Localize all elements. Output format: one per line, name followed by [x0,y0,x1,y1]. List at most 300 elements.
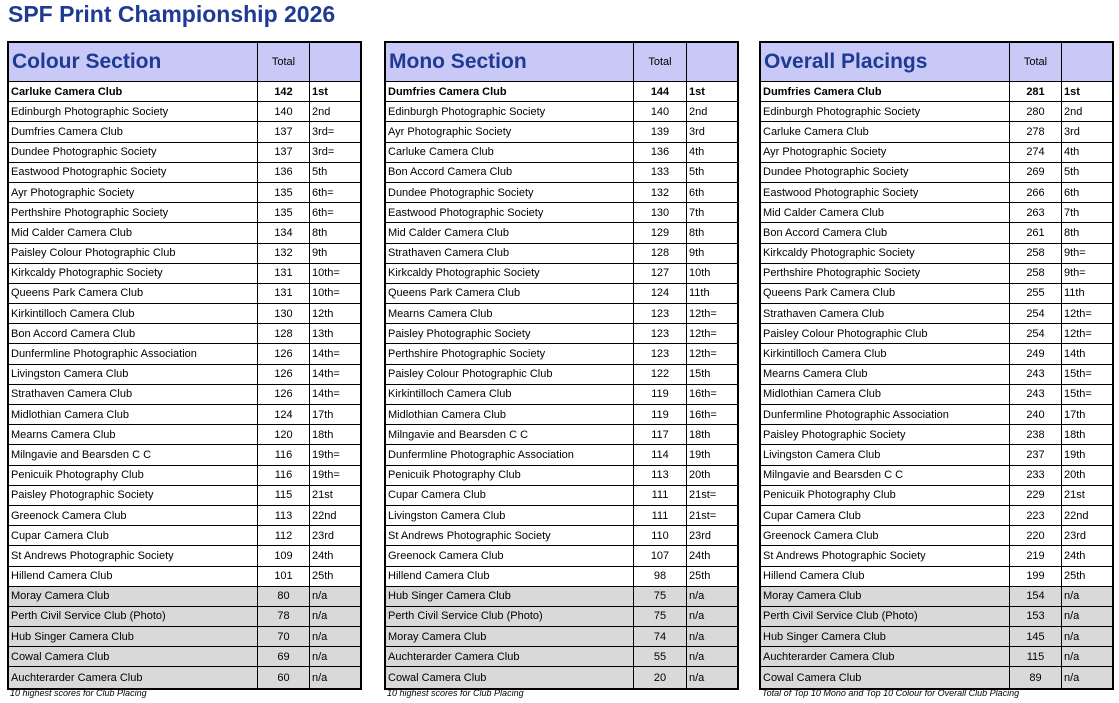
total-cell: 116 [258,445,310,464]
total-cell: 137 [258,122,310,141]
total-cell: 229 [1010,486,1062,505]
place-cell: n/a [689,590,705,603]
club-name-cell: Kirkcaldy Photographic Society [386,264,634,283]
table-row [9,82,360,102]
total-cell: 74 [634,627,687,646]
total-cell: 132 [634,183,687,202]
total-cell: 131 [258,264,310,283]
club-name-cell: Cupar Camera Club [761,506,1010,525]
club-name-cell: Dunfermline Photographic Association [386,445,634,464]
total-cell: 123 [634,344,687,363]
table-row [9,486,360,506]
club-name-cell: Mearns Camera Club [386,304,634,323]
club-name-cell: Dundee Photographic Society [761,163,1010,182]
total-cell: 140 [634,102,687,121]
club-name-cell: Dumfries Camera Club [9,122,258,141]
table-row [9,425,360,445]
place-cell: 15th= [1064,368,1092,381]
club-name-cell: Cowal Camera Club [386,667,634,687]
place-cell: 8th [1064,226,1080,239]
table-row [386,284,737,304]
table-row [761,102,1112,122]
page-title: SPF Print Championship 2026 [8,1,336,27]
place-cell: 13th [312,327,334,340]
club-name-cell: St Andrews Photographic Society [386,526,634,545]
club-name-cell: Livingston Camera Club [386,506,634,525]
place-cell: 20th [689,469,711,482]
table-row [9,647,360,667]
table-row [9,445,360,465]
total-cell: 223 [1010,506,1062,525]
club-name-cell: Paisley Photographic Society [386,324,634,343]
place-cell: 10th= [312,267,340,280]
place-cell: 14th= [312,388,340,401]
overall-section-heading: Overall Placings [761,43,1010,81]
place-cell: 23rd [312,529,335,542]
table-row [9,203,360,223]
place-cell: 8th [689,226,705,239]
place-cell: 1st [689,85,705,98]
total-cell: 120 [258,425,310,444]
place-cell: 10th= [312,287,340,300]
club-name-cell: Cupar Camera Club [386,486,634,505]
club-name-cell: Cupar Camera Club [9,526,258,545]
total-cell: 133 [634,163,687,182]
table-row [9,587,360,607]
total-cell: 145 [1010,627,1062,646]
club-name-cell: Perth Civil Service Club (Photo) [9,607,258,626]
club-name-cell: Hub Singer Camera Club [761,627,1010,646]
table-row [386,667,737,687]
total-cell: 116 [258,466,310,485]
place-cell: 12th [312,307,334,320]
club-name-cell: Perthshire Photographic Society [761,264,1010,283]
table-row [9,183,360,203]
total-cell: 122 [634,365,687,384]
table-row [761,567,1112,587]
club-name-cell: Dundee Photographic Society [386,183,634,202]
club-name-cell: Edinburgh Photographic Society [386,102,634,121]
table-row [386,244,737,264]
table-row [761,284,1112,304]
place-cell: 7th [1064,206,1080,219]
total-cell: 278 [1010,122,1062,141]
place-cell: n/a [1064,590,1080,603]
table-row [9,567,360,587]
table-row [386,445,737,465]
total-cell: 113 [634,466,687,485]
club-name-cell: Moray Camera Club [386,627,634,646]
place-cell: n/a [1064,630,1080,643]
total-cell: 266 [1010,183,1062,202]
table-row [386,122,737,142]
table-row [386,506,737,526]
table-row [9,506,360,526]
place-cell: 15th= [1064,388,1092,401]
club-name-cell: Mearns Camera Club [9,425,258,444]
table-row [386,647,737,667]
club-name-cell: Greenock Camera Club [9,506,258,525]
place-cell: n/a [312,650,328,663]
table-row [9,223,360,243]
table-row [9,143,360,163]
club-name-cell: Bon Accord Camera Club [761,223,1010,242]
club-name-cell: Carluke Camera Club [761,122,1010,141]
club-name-cell: Milngavie and Bearsden C C [386,425,634,444]
club-name-cell: Kirkintilloch Camera Club [9,304,258,323]
club-name-cell: Perth Civil Service Club (Photo) [761,607,1010,626]
total-cell: 137 [258,143,310,162]
place-cell: 12th= [689,327,717,340]
table-row [9,466,360,486]
total-cell: 254 [1010,304,1062,323]
table-row [761,203,1112,223]
total-cell: 112 [258,526,310,545]
table-row [761,607,1112,627]
table-row [9,122,360,142]
club-name-cell: Penicuik Photography Club [761,486,1010,505]
club-name-cell: Milngavie and Bearsden C C [9,445,258,464]
total-cell: 89 [1010,667,1062,687]
club-name-cell: Paisley Colour Photographic Club [761,324,1010,343]
total-cell: 126 [258,365,310,384]
club-name-cell: Dundee Photographic Society [9,143,258,162]
place-cell: 12th= [689,348,717,361]
total-cell: 80 [258,587,310,606]
total-cell: 115 [258,486,310,505]
club-name-cell: Eastwood Photographic Society [761,183,1010,202]
club-name-cell: St Andrews Photographic Society [761,546,1010,565]
total-cell: 135 [258,203,310,222]
club-name-cell: Bon Accord Camera Club [386,163,634,182]
table-row [9,405,360,425]
table-row [761,82,1112,102]
mono-section-rows [386,82,737,688]
club-name-cell: Queens Park Camera Club [761,284,1010,303]
mono-section-header [386,43,737,82]
total-cell: 69 [258,647,310,666]
club-name-cell: Perthshire Photographic Society [386,344,634,363]
table-row [9,667,360,687]
table-row [386,385,737,405]
place-cell: 11th [689,287,710,300]
place-cell: 23rd [689,529,712,542]
club-name-cell: Dumfries Camera Club [761,82,1010,101]
total-cell: 107 [634,546,687,565]
table-row [761,183,1112,203]
table-row [761,587,1112,607]
place-column-header [310,43,360,81]
place-cell: 15th [689,368,711,381]
place-cell: 5th [312,166,328,179]
club-name-cell: Strathaven Camera Club [761,304,1010,323]
table-row [386,163,737,183]
table-row [386,365,737,385]
place-cell: n/a [312,671,328,684]
total-cell: 128 [258,324,310,343]
overall-section-rows [761,82,1112,688]
place-cell: 4th [689,146,705,159]
place-cell: 3rd= [312,125,335,138]
total-cell: 75 [634,587,687,606]
club-name-cell: Ayr Photographic Society [9,183,258,202]
table-row [761,506,1112,526]
club-name-cell: Auchterarder Camera Club [386,647,634,666]
total-cell: 199 [1010,567,1062,586]
club-name-cell: Edinburgh Photographic Society [761,102,1010,121]
total-cell: 269 [1010,163,1062,182]
total-cell: 280 [1010,102,1062,121]
colour-section [7,41,362,698]
total-cell: 55 [634,647,687,666]
club-name-cell: Kirkcaldy Photographic Society [761,244,1010,263]
place-cell: 16th= [689,408,717,421]
total-cell: 136 [258,163,310,182]
club-name-cell: Auchterarder Camera Club [9,667,258,687]
place-cell: 16th= [689,388,717,401]
club-name-cell: Dunfermline Photographic Association [9,344,258,363]
place-cell: 19th [1064,448,1086,461]
place-cell: 6th= [312,206,334,219]
table-row [386,304,737,324]
club-name-cell: Carluke Camera Club [9,82,258,101]
table-row [386,607,737,627]
table-row [761,405,1112,425]
table-row [761,667,1112,687]
table-row [9,607,360,627]
table-row [386,466,737,486]
place-cell: 2nd [1064,105,1083,118]
total-cell: 98 [634,567,687,586]
table-row [386,183,737,203]
place-cell: 6th [1064,186,1080,199]
club-name-cell: Paisley Colour Photographic Club [386,365,634,384]
table-row [761,324,1112,344]
club-name-cell: Penicuik Photography Club [9,466,258,485]
table-row [9,324,360,344]
total-cell: 119 [634,385,687,404]
total-cell: 255 [1010,284,1062,303]
club-name-cell: Hillend Camera Club [386,567,634,586]
club-name-cell: Greenock Camera Club [761,526,1010,545]
place-cell: 17th [1064,408,1086,421]
total-cell: 243 [1010,365,1062,384]
place-cell: 21st [312,489,333,502]
mono-section-table [384,41,739,690]
total-cell: 219 [1010,546,1062,565]
club-name-cell: Queens Park Camera Club [386,284,634,303]
overall-section-note: Total of Top 10 Mono and Top 10 Colour for Overall Club Placing [762,688,1020,698]
table-row [9,365,360,385]
total-cell: 128 [634,244,687,263]
total-cell: 119 [634,405,687,424]
place-cell: n/a [689,650,705,663]
table-row [761,143,1112,163]
place-cell: 18th [1064,428,1086,441]
table-row [9,284,360,304]
table-row [9,102,360,122]
club-name-cell: Mid Calder Camera Club [761,203,1010,222]
total-cell: 135 [258,183,310,202]
club-name-cell: Perthshire Photographic Society [9,203,258,222]
total-cell: 78 [258,607,310,626]
place-cell: 24th [312,549,334,562]
club-name-cell: Midlothian Camera Club [9,405,258,424]
place-cell: 10th [689,267,711,280]
colour-section-header [9,43,360,82]
place-cell: 6th= [312,186,334,199]
total-cell: 261 [1010,223,1062,242]
total-cell: 263 [1010,203,1062,222]
table-row [761,486,1112,506]
place-cell: 14th= [312,368,340,381]
club-name-cell: Paisley Photographic Society [9,486,258,505]
place-cell: 1st [312,85,328,98]
place-cell: 12th= [1064,327,1092,340]
club-name-cell: Hillend Camera Club [9,567,258,586]
table-row [386,587,737,607]
total-cell: 124 [258,405,310,424]
place-cell: 23rd [1064,529,1087,542]
club-name-cell: Eastwood Photographic Society [9,163,258,182]
total-column-header: Total [634,43,687,81]
club-name-cell: Mid Calder Camera Club [9,223,258,242]
table-row [9,163,360,183]
table-row [386,203,737,223]
table-row [761,546,1112,566]
club-name-cell: Perth Civil Service Club (Photo) [386,607,634,626]
table-row [761,627,1112,647]
total-cell: 111 [634,506,687,525]
place-cell: 9th= [1064,267,1086,280]
place-cell: 24th [1064,549,1086,562]
total-cell: 101 [258,567,310,586]
place-cell: 12th= [689,307,717,320]
place-cell: 21st [1064,489,1085,502]
place-cell: 18th [312,428,334,441]
table-row [761,647,1112,667]
place-cell: n/a [689,671,705,684]
total-column-header: Total [1010,43,1062,81]
overall-section-header [761,43,1112,82]
club-name-cell: Kirkcaldy Photographic Society [9,264,258,283]
club-name-cell: Carluke Camera Club [386,143,634,162]
table-row [9,627,360,647]
total-cell: 127 [634,264,687,283]
place-cell: 19th= [312,469,340,482]
place-cell: n/a [1064,671,1080,684]
table-row [9,344,360,364]
total-cell: 60 [258,667,310,687]
place-cell: 5th [1064,166,1080,179]
total-cell: 20 [634,667,687,687]
table-row [386,324,737,344]
place-cell: 14th [1064,348,1086,361]
place-cell: 17th [312,408,334,421]
total-cell: 113 [258,506,310,525]
total-column-header: Total [258,43,310,81]
total-cell: 131 [258,284,310,303]
place-cell: 3rd= [312,146,335,159]
place-cell: 5th [689,166,705,179]
club-name-cell: Paisley Colour Photographic Club [9,244,258,263]
total-cell: 274 [1010,143,1062,162]
club-name-cell: Moray Camera Club [9,587,258,606]
colour-section-heading: Colour Section [9,43,258,81]
club-name-cell: St Andrews Photographic Society [9,546,258,565]
table-row [386,546,737,566]
place-cell: 9th [312,247,328,260]
total-cell: 70 [258,627,310,646]
club-name-cell: Edinburgh Photographic Society [9,102,258,121]
total-cell: 75 [634,607,687,626]
place-cell: 1st [1064,85,1080,98]
club-name-cell: Midlothian Camera Club [386,405,634,424]
club-name-cell: Hub Singer Camera Club [9,627,258,646]
place-cell: 18th [689,428,711,441]
club-name-cell: Ayr Photographic Society [761,143,1010,162]
colour-section-note: 10 highest scores for Club Placing [10,688,147,698]
club-name-cell: Eastwood Photographic Society [386,203,634,222]
total-cell: 254 [1010,324,1062,343]
total-cell: 117 [634,425,687,444]
total-cell: 258 [1010,264,1062,283]
table-row [386,102,737,122]
table-row [386,264,737,284]
place-cell: n/a [689,630,705,643]
club-name-cell: Paisley Photographic Society [761,425,1010,444]
place-cell: 2nd [689,105,708,118]
total-cell: 140 [258,102,310,121]
total-cell: 220 [1010,526,1062,545]
table-row [386,526,737,546]
club-name-cell: Hub Singer Camera Club [386,587,634,606]
table-row [761,445,1112,465]
total-cell: 109 [258,546,310,565]
table-row [9,546,360,566]
club-name-cell: Livingston Camera Club [761,445,1010,464]
mono-section [384,41,739,698]
place-cell: 7th [689,206,705,219]
table-row [761,244,1112,264]
club-name-cell: Auchterarder Camera Club [761,647,1010,666]
total-cell: 154 [1010,587,1062,606]
table-row [761,365,1112,385]
place-cell: 14th= [312,348,340,361]
place-cell: 12th= [1064,307,1092,320]
club-name-cell: Strathaven Camera Club [386,244,634,263]
place-cell: n/a [689,610,705,623]
total-cell: 237 [1010,445,1062,464]
total-cell: 123 [634,304,687,323]
total-cell: 258 [1010,244,1062,263]
place-cell: 9th= [1064,247,1086,260]
table-row [386,486,737,506]
place-cell: 25th [1064,570,1086,583]
table-row [761,223,1112,243]
overall-section [759,41,1114,698]
place-column-header [687,43,737,81]
place-cell: 22nd [312,509,337,522]
table-row [9,385,360,405]
total-cell: 124 [634,284,687,303]
total-cell: 139 [634,122,687,141]
table-row [386,425,737,445]
club-name-cell: Cowal Camera Club [761,667,1010,687]
place-column-header [1062,43,1112,81]
place-cell: n/a [1064,610,1080,623]
place-cell: 3rd [1064,125,1080,138]
